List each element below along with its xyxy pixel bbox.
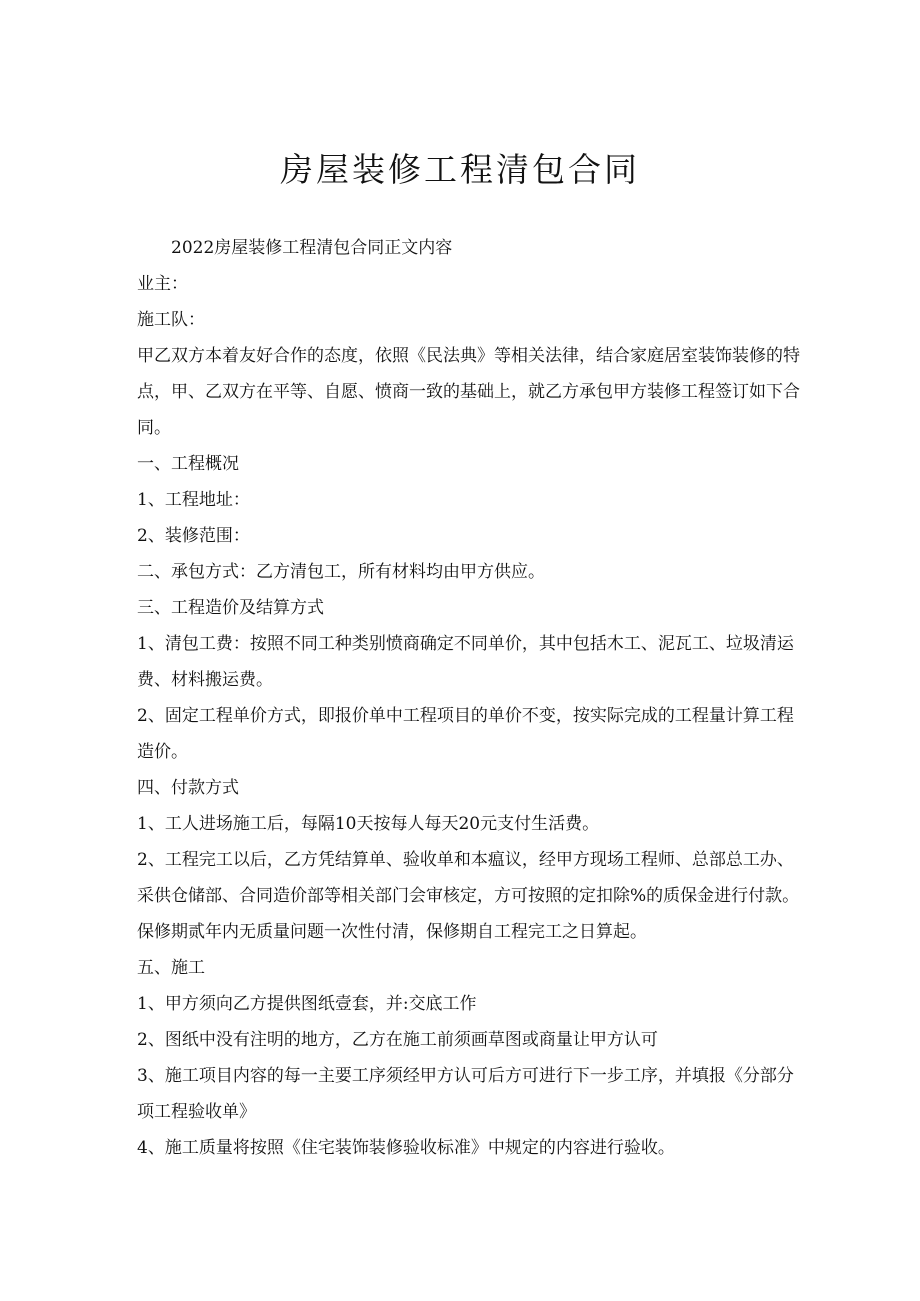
paragraph-construction-team: 施工队： — [137, 310, 205, 330]
paragraph-owner: 业主： — [137, 274, 188, 294]
paragraph-completion-payment: 2、工程完工以后，乙方凭结算单、验收单和本瘟议，经甲方现场工程师、总部总工办、采供仓储部、合同造价部等相关部门会审核定，方可按照的定扣除%的质保金进行付款。保修期贰年内无质量问题一次性付清，保修期自工程完工之日算起。 — [137, 850, 800, 942]
paragraph-labor-fee: 1、清包工费：按照不同工种类别愤商确定不同单价，其中包括木工、泥瓦工、垃圾清运费、材料搬运费。 — [137, 634, 794, 690]
paragraph-address: 1、工程地址： — [137, 490, 250, 510]
paragraph-scope: 2、装修范围： — [137, 526, 250, 546]
document-body — [137, 230, 807, 1166]
paragraph-living-expense: 1、工人进场施工后，每隔10天按每人每天20元支付生活费。 — [137, 814, 600, 834]
paragraph-process-approval: 3、施工项目内容的每一主要工序须经甲方认可后方可进行下一步工序，并填报《分部分项工程验收单》 — [137, 1066, 794, 1122]
section-heading-contract-method: 二、承包方式：乙方清包工，所有材料均由甲方供应。 — [137, 562, 545, 582]
section-heading-payment: 四、付款方式 — [137, 778, 239, 798]
paragraph-preamble: 甲乙双方本着友好合作的态度，依照《民法典》等相关法律，结合家庭居室装饰装修的特点，甲、乙双方在平等、自愿、愤商一致的基础上，就乙方承包甲方装修工程签订如下合同。 — [137, 346, 800, 438]
document-subtitle: 2022房屋装修工程清包合同正文内容 — [171, 238, 453, 258]
paragraph-drawings: 1、甲方须向乙方提供图纸壹套，并:交底工作 — [137, 994, 477, 1014]
section-heading-construction: 五、施工 — [137, 958, 205, 978]
section-heading-overview: 一、工程概况 — [137, 454, 239, 474]
document-title: 房屋装修工程清包合同 — [280, 150, 640, 189]
section-heading-cost-settlement: 三、工程造价及结算方式 — [137, 598, 324, 618]
paragraph-sketch: 2、图纸中没有注明的地方，乙方在施工前须画草图或商量让甲方认可 — [137, 1030, 658, 1050]
paragraph-unit-price: 2、固定工程单价方式，即报价单中工程项目的单价不变，按实际完成的工程量计算工程造价。 — [137, 706, 794, 762]
paragraph-quality-standard: 4、施工质量将按照《住宅装饰装修验收标准》中规定的内容进行验收。 — [137, 1138, 675, 1158]
